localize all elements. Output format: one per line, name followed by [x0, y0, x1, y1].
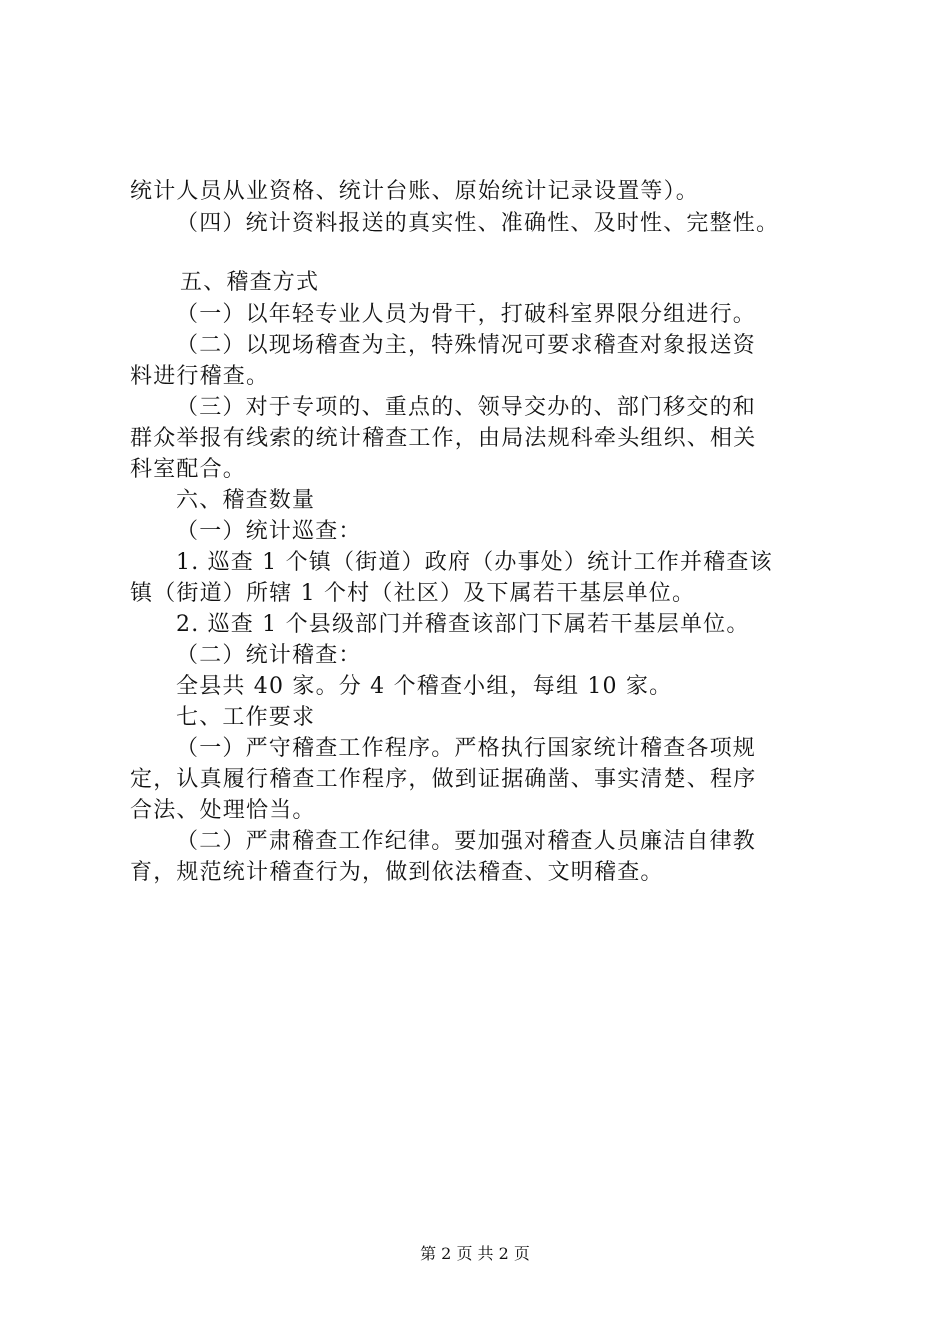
text-line-14: 2. 巡查 1 个县级部门并稽查该部门下属若干基层单位。: [176, 612, 750, 637]
text-line-2: （四）统计资料报送的真实性、准确性、及时性、完整性。: [176, 211, 780, 236]
text-line-1: 统计人员从业资格、统计台账、原始统计记录设置等）。: [130, 179, 700, 204]
text-line-16: 全县共 40 家。分 4 个稽查小组，每组 10 家。: [176, 674, 673, 699]
text-line-12: 1. 巡查 1 个镇（街道）政府（办事处）统计工作并稽查该: [176, 550, 773, 575]
text-line-4: （一）以年轻专业人员为骨干，打破科室界限分组进行。: [176, 302, 757, 327]
text-line-7: （三）对于专项的、重点的、领导交办的、部门移交的和: [176, 395, 757, 420]
section-heading-7: 七、工作要求: [176, 705, 316, 730]
section-heading-5: 五、稽查方式: [180, 270, 320, 295]
text-line-6: 料进行稽查。: [130, 364, 270, 389]
text-line-15: （二）统计稽查：: [176, 643, 362, 668]
text-line-22: 育，规范统计稽查行为，做到依法稽查、文明稽查。: [130, 860, 664, 885]
text-line-11: （一）统计巡查：: [176, 519, 362, 544]
text-line-19: 定，认真履行稽查工作程序，做到证据确凿、事实清楚、程序: [130, 767, 757, 792]
text-line-18: （一）严守稽查工作程序。严格执行国家统计稽查各项规: [176, 736, 757, 761]
section-heading-6: 六、稽查数量: [176, 488, 316, 513]
page-footer: 第 2 页 共 2 页: [420, 1244, 530, 1263]
text-line-20: 合法、处理恰当。: [130, 798, 316, 823]
text-line-13: 镇（街道）所辖 1 个村（社区）及下属若干基层单位。: [130, 581, 696, 606]
text-line-5: （二）以现场稽查为主，特殊情况可要求稽查对象报送资: [176, 333, 757, 358]
text-line-9: 科室配合。: [130, 457, 247, 482]
text-line-8: 群众举报有线索的统计稽查工作，由局法规科牵头组织、相关: [130, 426, 757, 451]
text-line-21: （二）严肃稽查工作纪律。要加强对稽查人员廉洁自律教: [176, 829, 757, 854]
